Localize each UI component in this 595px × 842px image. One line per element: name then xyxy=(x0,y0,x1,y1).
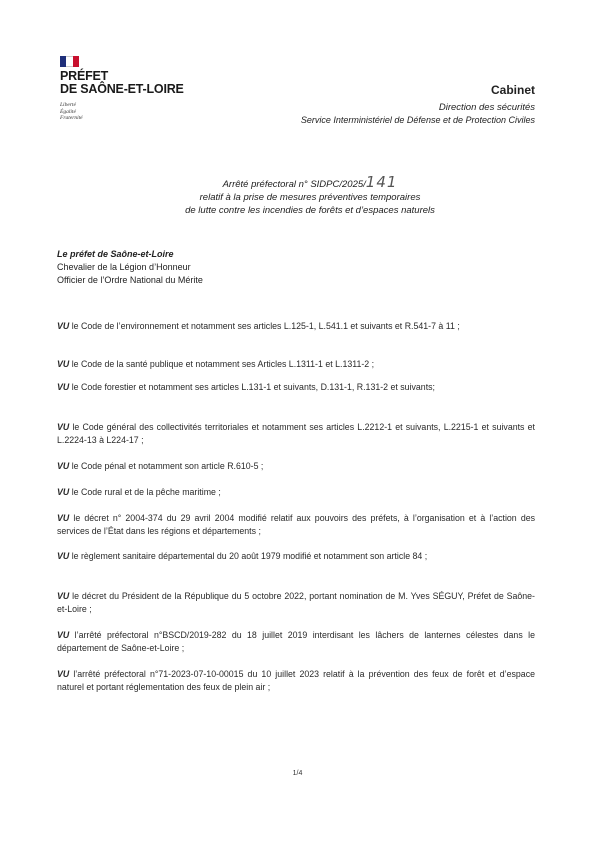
vu-paragraph xyxy=(57,421,535,446)
vu-paragraph xyxy=(57,590,535,615)
vu-text: le décret n° 2004-374 du 29 avril 2004 modifié relatif aux pouvoirs des préfets, à l’organisation et à l’action des services de l’État dans les régions et départements ; xyxy=(57,513,536,536)
vu-label: VU xyxy=(57,382,70,392)
vu-label: VU xyxy=(57,321,70,331)
office-service: Service Interministériel de Défense et de Protection Civiles xyxy=(300,115,535,125)
vu-label: VU xyxy=(57,630,70,640)
decree-reference: Arrêté préfectoral n° SIDPC/2025/ xyxy=(222,179,366,190)
vu-label: VU xyxy=(57,669,70,679)
vu-label: VU xyxy=(57,422,70,432)
vu-text: le décret du Président de la République du 5 octobre 2022, portant nomination de M. Yves SÉGUY, Préfet de Saône-et-Loire ; xyxy=(57,591,535,614)
vu-label: VU xyxy=(57,513,70,523)
prefect-honor-2: Officier de l’Ordre National du Mérite xyxy=(57,275,203,285)
motto-egalite: Égalité xyxy=(60,108,76,115)
vu-text: l’arrêté préfectoral n°BSCD/2019-282 du 18 juillet 2019 interdisant les lâchers de lanternes célestes dans le département de Saône-et-Loire ; xyxy=(57,630,535,653)
motto-fraternite: Fraternité xyxy=(60,115,83,121)
prefecture-logo xyxy=(60,56,184,122)
title-line-2: relatif à la prise de mesures préventives temporaires xyxy=(199,192,421,203)
vu-label: VU xyxy=(57,591,70,601)
republic-motto xyxy=(60,102,184,122)
issuing-office xyxy=(301,83,535,126)
marianne-flag-icon xyxy=(60,56,79,67)
vu-text: le Code rural et de la pêche maritime ; xyxy=(71,487,221,497)
office-cabinet: Cabinet xyxy=(490,83,535,97)
decree-title xyxy=(90,173,530,217)
vu-paragraph xyxy=(57,512,535,537)
vu-paragraph xyxy=(57,486,535,499)
office-direction: Direction des sécurités xyxy=(438,102,535,113)
title-line-3: de lutte contre les incendies de forêts et d’espaces naturels xyxy=(185,205,435,216)
vu-text: le règlement sanitaire départemental du 20 août 1979 modifié et notamment son article 84 ; xyxy=(71,551,428,561)
motto-liberte: Liberté xyxy=(60,102,76,108)
prefect-name: Le préfet de Saône-et-Loire xyxy=(57,249,174,259)
vu-paragraph xyxy=(57,550,535,563)
vu-paragraph xyxy=(57,358,535,371)
vu-paragraph xyxy=(57,381,535,394)
vu-paragraph xyxy=(57,668,535,693)
prefect-honor-1: Chevalier de la Légion d’Honneur xyxy=(57,262,191,272)
vu-label: VU xyxy=(57,461,70,471)
vu-text: le Code de la santé publique et notamment ses Articles L.1311-1 et L.1311-2 ; xyxy=(71,359,375,369)
flag-red-stripe xyxy=(73,56,79,67)
vu-label: VU xyxy=(57,487,70,497)
vu-text: l’arrêté préfectoral n°71-2023-07-10-00015 du 10 juillet 2023 relatif à la prévention des feux de forêt et d’espace naturel et portant réglementation des feux de plein air ; xyxy=(57,669,535,692)
vu-label: VU xyxy=(57,359,70,369)
vu-label: VU xyxy=(57,551,70,561)
page-number: 1/4 xyxy=(292,770,303,777)
vu-text: le Code pénal et notamment son article R.610-5 ; xyxy=(71,461,264,471)
vu-text: le Code forestier et notamment ses articles L.131-1 et suivants, D.131-1, R.131-2 et suivants; xyxy=(71,382,435,392)
vu-paragraph xyxy=(57,629,535,654)
vu-paragraph xyxy=(57,320,535,333)
vu-text: le Code de l’environnement et notamment ses articles L.125-1, L.541.1 et suivants et R.541-7 à 11 ; xyxy=(71,321,460,331)
logo-line-department: DE SAÔNE-ET-LOIRE xyxy=(60,82,184,96)
title-line-1 xyxy=(90,173,530,191)
vu-text: le Code général des collectivités territoriales et notamment ses articles L.2212-1 et suivants, L.2215-1 et suivants et L.2224-13 à L224-17 ; xyxy=(57,422,536,445)
handwritten-decree-number: 141 xyxy=(365,173,398,191)
logo-line-prefet: PRÉFET xyxy=(60,69,109,83)
prefect-titles xyxy=(57,248,203,287)
vu-paragraph xyxy=(57,460,535,473)
